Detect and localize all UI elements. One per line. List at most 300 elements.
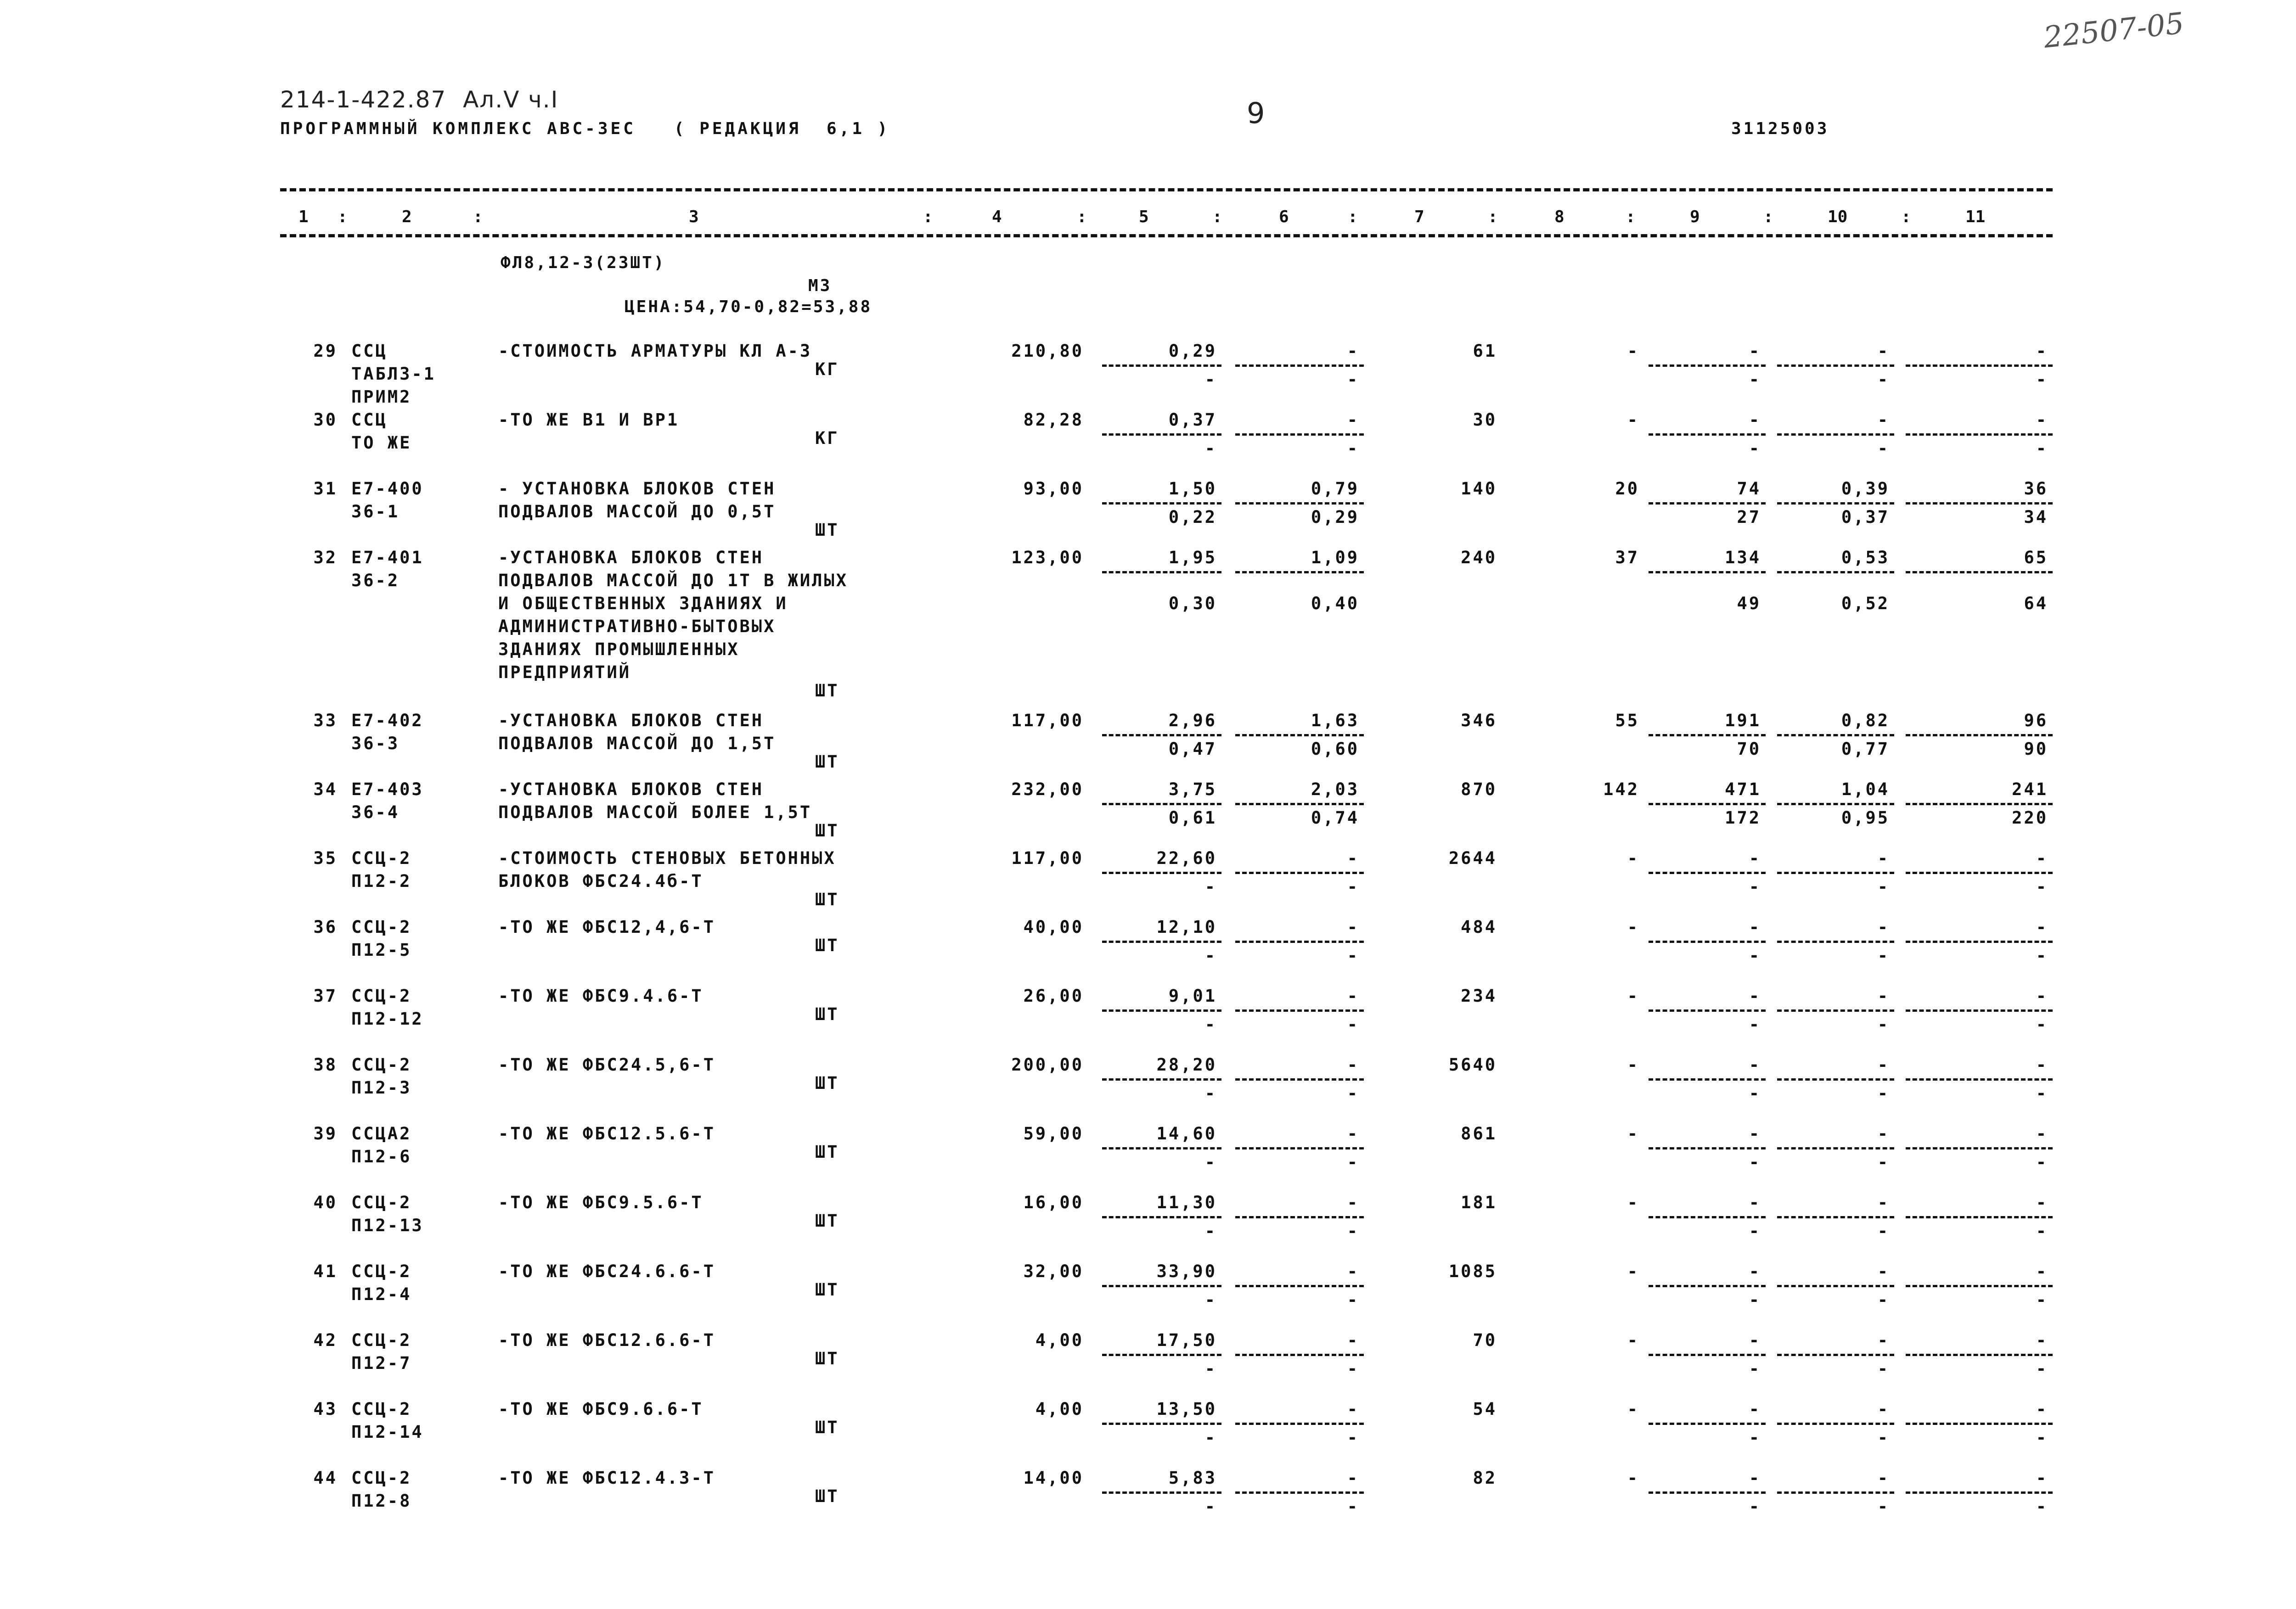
cell-underline [1649,1147,1766,1149]
cell-c9: - [1749,1193,1761,1212]
cell-c4: 14,00 [1023,1468,1084,1488]
cell-underline [1777,1491,1894,1494]
cell-c10: - [1877,917,1890,937]
cell-c5b: 0,22 [1168,507,1217,527]
cell-underline [1777,364,1894,367]
cell-c8: 20 [1615,479,1639,499]
row-unit: ШТ [815,1073,839,1093]
row-number: 31 [313,479,338,499]
cell-c9b: - [1749,946,1761,965]
cell-c6b: - [1347,1083,1359,1103]
column-header-9: 9 [1690,207,1700,226]
cell-c10b: - [1877,877,1890,897]
cell-c6b: 0,74 [1311,808,1359,828]
cell-underline [1649,1009,1766,1012]
cell-c4: 117,00 [1011,848,1084,868]
cell-underline [1906,1423,2053,1425]
document-code: 214-1-422.87 Ал.V ч.I [280,86,559,113]
cell-c6b: - [1347,1152,1359,1172]
cell-c9b: - [1749,1428,1761,1447]
cell-c10b: - [1877,1221,1890,1241]
column-header-3: 3 [689,207,699,226]
cell-underline [1102,1491,1221,1494]
cell-c11: 36 [2024,479,2048,499]
cell-c10b: 0,95 [1841,808,1890,828]
cell-c4: 232,00 [1011,779,1084,799]
cell-c4: 26,00 [1023,986,1084,1006]
row-number: 44 [313,1468,338,1488]
cell-underline [1235,1423,1364,1425]
cell-c9b: 70 [1737,739,1761,759]
cell-c7: 870 [1461,779,1497,799]
column-separator: : [473,207,483,226]
row-code: ССЦ-2 [351,986,412,1006]
column-separator: : [1212,207,1222,226]
row-description: -ТО ЖЕ В1 И ВР1 [498,410,680,430]
cell-c9b: - [1749,877,1761,897]
row-unit: КГ [815,428,839,448]
cell-c9: 471 [1725,779,1761,799]
row-code: ССЦ-2 [351,1330,412,1350]
cell-underline [1102,1078,1221,1081]
row-code: ТАБЛ3-1 [351,364,436,384]
cell-c7: 240 [1461,548,1497,567]
cell-underline [1777,1216,1894,1218]
cell-underline [1906,941,2053,943]
row-code: ССЦ-2 [351,1193,412,1212]
cell-c10b: - [1877,370,1890,389]
row-number: 37 [313,986,338,1006]
cell-c7: 82 [1473,1468,1497,1488]
cell-c5b: 0,47 [1168,739,1217,759]
cell-underline [1777,571,1894,573]
cell-c8: - [1627,1330,1639,1350]
row-description: -ТО ЖЕ ФБС12.4.3-Т [498,1468,715,1488]
cell-c9b: - [1749,438,1761,458]
row-description: -СТОИМОСТЬ СТЕНОВЫХ БЕТОННЫХ [498,848,836,868]
page-number: 9 [1247,96,1265,130]
cell-c7: 54 [1473,1399,1497,1419]
row-number: 38 [313,1055,338,1075]
cell-c11b: - [2036,1152,2048,1172]
cell-c8: - [1627,1124,1639,1144]
cell-underline [1906,502,2053,505]
row-number: 36 [313,917,338,937]
cell-c10b: - [1877,1497,1890,1516]
cell-c10b: - [1877,1290,1890,1310]
cell-underline [1649,1216,1766,1218]
row-code: ССЦ-2 [351,1055,412,1075]
cell-c6b: - [1347,1221,1359,1241]
cell-c11: - [2036,1055,2048,1075]
row-description: -ТО ЖЕ ФБС9.5.6-Т [498,1193,703,1212]
cell-c10b: - [1877,1083,1890,1103]
column-separator: : [338,207,348,226]
row-description: И ОБЩЕСТВЕННЫХ ЗДАНИЯХ И [498,594,788,613]
cell-c5b: - [1204,438,1217,458]
row-code: 36-4 [351,802,400,822]
cell-c10: - [1877,341,1890,361]
cell-c7: 5640 [1448,1055,1497,1075]
cell-c8: - [1627,848,1639,868]
cell-underline [1235,571,1364,573]
row-code: ССЦ [351,410,388,430]
cell-c9b: 27 [1737,507,1761,527]
corner-note: 22507-05 [2042,6,2186,55]
cell-underline [1235,1078,1364,1081]
cell-underline [1102,1354,1221,1356]
cell-c5: 1,50 [1168,479,1217,499]
row-code: П12-7 [351,1353,412,1373]
cell-c8: - [1627,917,1639,937]
cell-c11b: 64 [2024,594,2048,613]
cell-c10: 1,04 [1841,779,1890,799]
cell-underline [1906,1285,2053,1287]
row-unit: ШТ [815,681,839,701]
cell-underline [1777,872,1894,874]
row-description: -УСТАНОВКА БЛОКОВ СТЕН [498,711,764,730]
cell-underline [1235,1009,1364,1012]
row-code: ССЦ-2 [351,1399,412,1419]
cell-c10b: - [1877,1015,1890,1034]
cell-c6b: - [1347,946,1359,965]
cell-c9: - [1749,1399,1761,1419]
cell-c11: - [2036,341,2048,361]
cell-c6b: 0,60 [1311,739,1359,759]
cell-underline [1102,364,1221,367]
cell-c5: 0,29 [1168,341,1217,361]
cell-c5b: 0,30 [1168,594,1217,613]
cell-c9: - [1749,410,1761,430]
cell-c7: 861 [1461,1124,1497,1144]
cell-c4: 4,00 [1035,1330,1084,1350]
cell-c11: - [2036,1124,2048,1144]
cell-c11: - [2036,986,2048,1006]
cell-underline [1102,433,1221,436]
cell-c9: - [1749,986,1761,1006]
row-description: ЗДАНИЯХ ПРОМЫШЛЕННЫХ [498,639,740,659]
cell-c5: 13,50 [1156,1399,1217,1419]
cell-c8: 37 [1615,548,1639,567]
cell-c5b: 0,61 [1168,808,1217,828]
column-header-8: 8 [1554,207,1564,226]
cell-c5: 12,10 [1156,917,1217,937]
row-unit: ШТ [815,821,839,841]
cell-underline [1102,734,1221,736]
cell-c6: 1,63 [1311,711,1359,730]
cell-c4: 32,00 [1023,1261,1084,1281]
cell-c6: - [1347,848,1359,868]
cell-c9: - [1749,1261,1761,1281]
cell-c6b: 0,29 [1311,507,1359,527]
row-description: -УСТАНОВКА БЛОКОВ СТЕН [498,779,764,799]
cell-c7: 2644 [1448,848,1497,868]
column-separator: : [1901,207,1911,226]
column-separator: : [1488,207,1498,226]
column-header-7: 7 [1414,207,1424,226]
cell-c5: 9,01 [1168,986,1217,1006]
cell-underline [1906,872,2053,874]
cell-underline [1235,941,1364,943]
cell-underline [1235,1491,1364,1494]
cell-underline [1102,1285,1221,1287]
row-code: П12-14 [351,1422,424,1442]
cell-c10: - [1877,1330,1890,1350]
cell-c6: - [1347,917,1359,937]
cell-c11: - [2036,1399,2048,1419]
row-description: ПОДВАЛОВ МАССОЙ ДО 0,5Т [498,502,776,521]
cell-c9b: 49 [1737,594,1761,613]
cell-c11b: - [2036,1359,2048,1379]
cell-c10b: - [1877,1152,1890,1172]
cell-underline [1777,1078,1894,1081]
cell-c7: 346 [1461,711,1497,730]
cell-c11b: - [2036,438,2048,458]
cell-c9b: - [1749,1290,1761,1310]
row-code: П12-2 [351,871,412,891]
cell-underline [1906,1216,2053,1218]
row-unit: ШТ [815,1486,839,1506]
cell-c10: - [1877,410,1890,430]
cell-c11: - [2036,848,2048,868]
cell-c6b: - [1347,1290,1359,1310]
cell-underline [1235,872,1364,874]
cell-c11b: - [2036,877,2048,897]
cell-c5: 0,37 [1168,410,1217,430]
cell-underline [1649,734,1766,736]
row-code: П12-6 [351,1147,412,1166]
cell-underline [1235,803,1364,805]
cell-underline [1102,1423,1221,1425]
cell-c9: 191 [1725,711,1761,730]
row-code: 36-3 [351,734,400,753]
cell-underline [1906,1009,2053,1012]
row-description: -ТО ЖЕ ФБС24.5,6-Т [498,1055,715,1075]
cell-c9: - [1749,341,1761,361]
row-number: 41 [313,1261,338,1281]
cell-c5b: - [1204,1083,1217,1103]
cell-c11: - [2036,1468,2048,1488]
column-separator: : [1348,207,1358,226]
row-description: -СТОИМОСТЬ АРМАТУРЫ КЛ А-3 [498,341,812,361]
cell-underline [1649,502,1766,505]
cell-c11b: - [2036,370,2048,389]
cell-c6b: - [1347,1359,1359,1379]
cell-c10: - [1877,1124,1890,1144]
cell-c4: 4,00 [1035,1399,1084,1419]
cell-c6b: - [1347,877,1359,897]
cell-underline [1777,1285,1894,1287]
cell-c8: - [1627,1193,1639,1212]
cell-c6: - [1347,1399,1359,1419]
cell-c5: 14,60 [1156,1124,1217,1144]
row-unit: ШТ [815,890,839,909]
row-number: 33 [313,711,338,730]
row-code: П12-4 [351,1284,412,1304]
cell-underline [1235,1285,1364,1287]
cell-c4: 123,00 [1011,548,1084,567]
column-header-5: 5 [1139,207,1149,226]
column-header-10: 10 [1828,207,1848,226]
cell-c5b: - [1204,1428,1217,1447]
row-description: -ТО ЖЕ ФБС24.6.6-Т [498,1261,715,1281]
cell-c4: 16,00 [1023,1193,1084,1212]
cell-c5: 17,50 [1156,1330,1217,1350]
cell-c11: - [2036,1330,2048,1350]
document-id: 31125003 [1731,119,1829,138]
cell-c5b: - [1204,370,1217,389]
cell-underline [1649,941,1766,943]
cell-c4: 117,00 [1011,711,1084,730]
row-number: 29 [313,341,338,361]
row-code: 36-1 [351,502,400,521]
cell-c9b: - [1749,1152,1761,1172]
cell-c5: 2,96 [1168,711,1217,730]
cell-c5: 5,83 [1168,1468,1217,1488]
cell-underline [1235,734,1364,736]
row-unit: ШТ [815,520,839,540]
cell-underline [1777,433,1894,436]
column-header-4: 4 [992,207,1002,226]
cell-c8: - [1627,986,1639,1006]
cell-c10: - [1877,1468,1890,1488]
row-description: ПРЕДПРИЯТИЙ [498,662,631,682]
cell-underline [1906,571,2053,573]
cell-c6: - [1347,1124,1359,1144]
cell-c5: 33,90 [1156,1261,1217,1281]
cell-c5b: - [1204,877,1217,897]
row-code: ССЦ [351,341,388,361]
cell-c9b: - [1749,1359,1761,1379]
cell-c9b: - [1749,370,1761,389]
cell-c10b: - [1877,946,1890,965]
cell-underline [1906,1147,2053,1149]
cell-c8: - [1627,1399,1639,1419]
cell-c10b: - [1877,1359,1890,1379]
row-code: ССЦ-2 [351,917,412,937]
cell-underline [1906,1078,2053,1081]
cell-c5b: - [1204,1221,1217,1241]
cell-c11: 65 [2024,548,2048,567]
cell-underline [1906,433,2053,436]
cell-underline [1777,1423,1894,1425]
row-number: 43 [313,1399,338,1419]
cell-c4: 200,00 [1011,1055,1084,1075]
cell-c6: 0,79 [1311,479,1359,499]
row-description: -ТО ЖЕ ФБС12.6.6-Т [498,1330,715,1350]
cell-underline [1649,1354,1766,1356]
column-header-6: 6 [1279,207,1289,226]
cell-c7: 30 [1473,410,1497,430]
cell-c11: - [2036,1261,2048,1281]
cell-c5b: - [1204,1359,1217,1379]
cell-c10: - [1877,1193,1890,1212]
cell-underline [1649,571,1766,573]
cell-underline [1649,872,1766,874]
cell-underline [1777,803,1894,805]
cell-c6: - [1347,1055,1359,1075]
row-code: ТО ЖЕ [351,433,412,453]
cell-underline [1649,803,1766,805]
cell-c10: - [1877,1055,1890,1075]
row-code: П12-13 [351,1216,424,1235]
header-top-rule [280,188,2053,191]
cell-underline [1235,433,1364,436]
cell-c11: 241 [2012,779,2048,799]
cell-c10b: 0,37 [1841,507,1890,527]
cell-c8: 142 [1603,779,1639,799]
cell-underline [1777,1009,1894,1012]
row-code: 36-2 [351,571,400,590]
cell-underline [1649,364,1766,367]
cell-c10: - [1877,848,1890,868]
cell-c6: 1,09 [1311,548,1359,567]
column-header-2: 2 [402,207,412,226]
cell-c11b: - [2036,1015,2048,1034]
cell-c5b: - [1204,1152,1217,1172]
cell-underline [1649,433,1766,436]
row-unit: ШТ [815,1349,839,1368]
row-number: 30 [313,410,338,430]
cell-c7: 234 [1461,986,1497,1006]
cell-c6b: 0,40 [1311,594,1359,613]
row-description: -УСТАНОВКА БЛОКОВ СТЕН [498,548,764,567]
cell-c6b: - [1347,1015,1359,1034]
cell-c8: - [1627,341,1639,361]
cell-c10: - [1877,986,1890,1006]
cell-c9: - [1749,848,1761,868]
cell-c10: 0,53 [1841,548,1890,567]
row-code: Е7-400 [351,479,424,499]
cell-c5: 22,60 [1156,848,1217,868]
cell-c6b: - [1347,438,1359,458]
cell-c8: - [1627,1468,1639,1488]
cell-c11b: - [2036,1221,2048,1241]
cell-c5b: - [1204,1290,1217,1310]
cell-c9: 134 [1725,548,1761,567]
row-code: ПРИМ2 [351,387,412,407]
cell-c5: 1,95 [1168,548,1217,567]
cell-underline [1235,1354,1364,1356]
cell-c11: - [2036,410,2048,430]
cell-underline [1649,1491,1766,1494]
cell-c9: - [1749,1468,1761,1488]
cell-c5: 11,30 [1156,1193,1217,1212]
row-description: - УСТАНОВКА БЛОКОВ СТЕН [498,479,776,499]
cell-underline [1777,502,1894,505]
cell-underline [1102,941,1221,943]
row-unit: ШТ [815,1142,839,1162]
cell-c9: - [1749,1055,1761,1075]
cell-underline [1906,803,2053,805]
cell-c11b: 90 [2024,739,2048,759]
cell-c11: 96 [2024,711,2048,730]
cell-c4: 93,00 [1023,479,1084,499]
row-description: -ТО ЖЕ ФБС12.5.6-Т [498,1124,715,1144]
cell-c7: 181 [1461,1193,1497,1212]
row-number: 40 [313,1193,338,1212]
cell-c9: 74 [1737,479,1761,499]
row-number: 34 [313,779,338,799]
cell-c10b: - [1877,1428,1890,1447]
preamble-item: ФЛ8,12-3(23ШТ) [501,253,666,272]
cell-c11: - [2036,917,2048,937]
cell-c9: - [1749,1330,1761,1350]
column-header-11: 11 [1965,207,1986,226]
cell-c6: - [1347,1468,1359,1488]
row-code: ССЦА2 [351,1124,412,1144]
cell-c9b: 172 [1725,808,1761,828]
